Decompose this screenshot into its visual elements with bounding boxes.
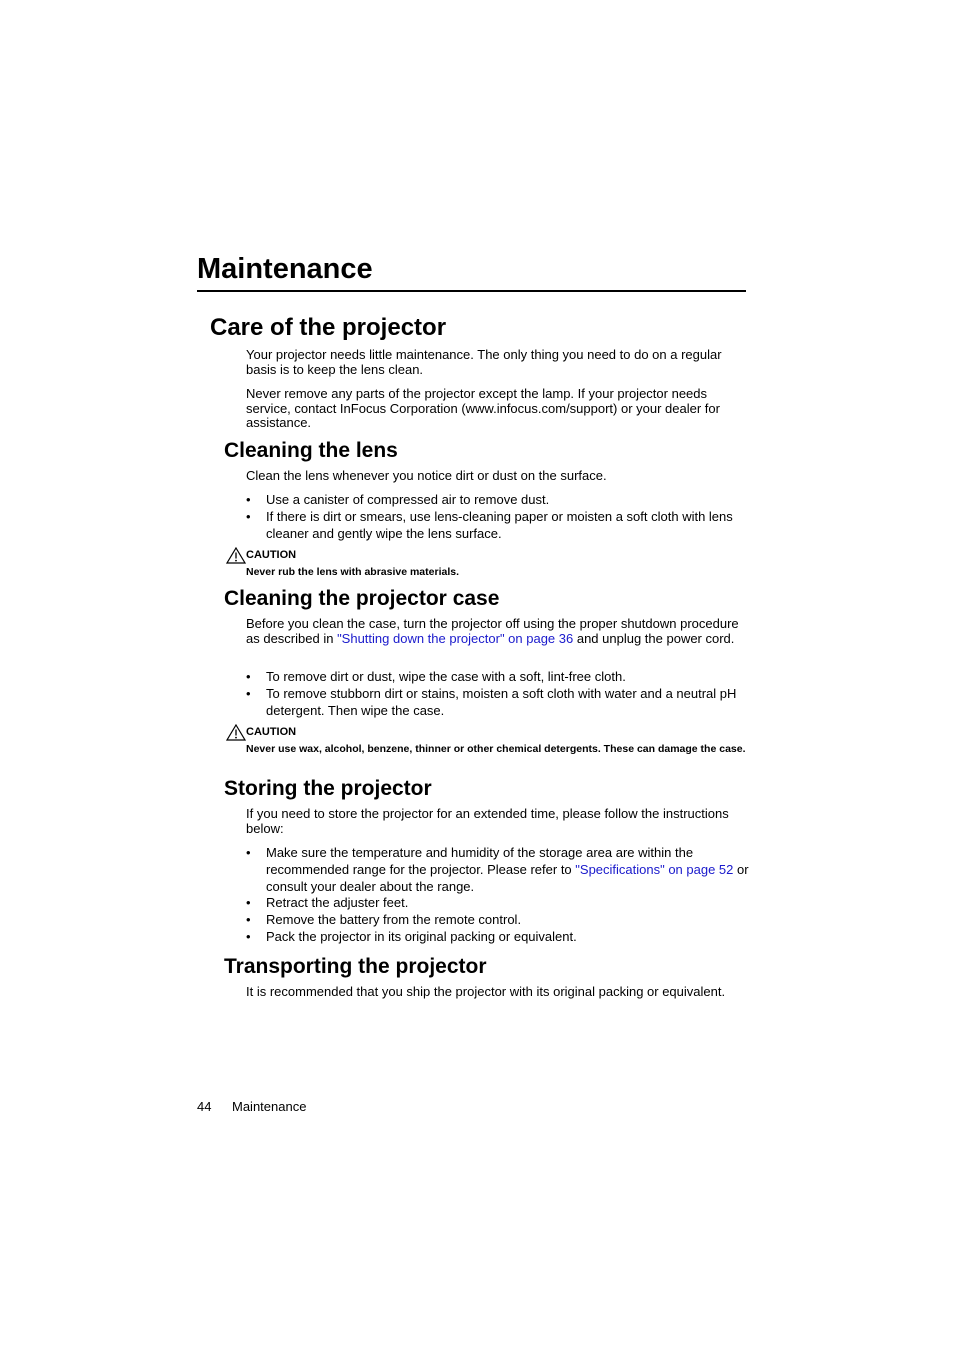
list-item-text: Retract the adjuster feet. <box>266 895 409 910</box>
heading-cleaning-case: Cleaning the projector case <box>224 587 500 610</box>
link-shutting-down[interactable]: "Shutting down the projector" on page 36 <box>337 630 574 646</box>
list-item-text: Use a canister of compressed air to remove dust. <box>266 492 550 507</box>
bullet-glyph: • <box>246 845 251 860</box>
list-item-text: Pack the projector in its original packing or equivalent. <box>266 929 577 944</box>
list-item <box>246 928 751 945</box>
list-item <box>246 685 751 719</box>
section-heading-care: Care of the projector <box>210 314 447 341</box>
list-item <box>246 911 751 928</box>
list-item <box>246 668 751 685</box>
bullet-text-end: or consult your dealer about the range. <box>266 862 749 894</box>
heading-transporting: Transporting the projector <box>224 955 487 978</box>
warning-triangle-icon <box>226 547 246 564</box>
caution-text: Never rub the lens with abrasive materials. <box>246 566 460 578</box>
case-intro <box>246 617 751 646</box>
storing-intro: If you need to store the projector for an extended time, please follow the instructions below: <box>246 806 729 836</box>
list-item-text: If there is dirt or smears, use lens-cleaning paper or moisten a soft cloth with lens cleaner and gently wipe the lens surface. <box>266 509 733 541</box>
bullet-glyph: • <box>246 895 251 910</box>
caution-text: Never use wax, alcohol, benzene, thinner or other chemical detergents. These can damage the case. <box>246 743 746 755</box>
list-item-text <box>266 844 751 895</box>
list-item <box>246 844 751 895</box>
list-item <box>246 491 751 508</box>
list-item-text: To remove stubborn dirt or stains, moisten a soft cloth with water and a neutral pH detergent. Then wipe the case. <box>266 686 737 718</box>
heading-storing: Storing the projector <box>224 777 432 800</box>
case-intro-text-end: and unplug the power cord. <box>573 630 735 646</box>
page-number: 44 <box>197 1099 212 1114</box>
caution-label: CAUTION <box>246 726 297 738</box>
bullet-glyph: • <box>246 686 251 701</box>
bullet-glyph: • <box>246 669 251 684</box>
warning-triangle-icon <box>226 724 246 741</box>
care-paragraph-2: Never remove any parts of the projector except the lamp. If your projector needs service, contact InFocus Corporation (www.infocus.com/support) or your dealer for assistance. <box>246 386 720 431</box>
lens-intro: Clean the lens whenever you notice dirt or dust on the surface. <box>246 468 607 483</box>
caution-label: CAUTION <box>246 549 297 561</box>
bullet-glyph: • <box>246 912 251 927</box>
page-title: Maintenance <box>197 253 373 285</box>
transport-intro: It is recommended that you ship the projector with its original packing or equivalent. <box>246 984 726 999</box>
bullet-text: Make sure the temperature and humidity of the storage area are within the recommended range for the projector. Please refer to <box>266 845 694 877</box>
list-item-text: Remove the battery from the remote control. <box>266 912 522 927</box>
care-paragraph-1: Your projector needs little maintenance. The only thing you need to do on a regular basis is to keep the lens clean. <box>246 347 722 377</box>
heading-cleaning-lens: Cleaning the lens <box>224 439 398 462</box>
bullet-glyph: • <box>246 509 251 524</box>
link-specifications[interactable]: "Specifications" on page 52 <box>575 862 734 877</box>
bullet-glyph: • <box>246 929 251 944</box>
list-item-text: To remove dirt or dust, wipe the case with a soft, lint-free cloth. <box>266 669 626 684</box>
footer-section-name: Maintenance <box>232 1099 307 1114</box>
list-item <box>246 508 751 542</box>
case-intro-text: Before you clean the case, turn the projector off using the proper shutdown procedure as described in <box>246 616 739 646</box>
list-item <box>246 894 751 911</box>
bullet-glyph: • <box>246 492 251 507</box>
title-rule <box>197 290 746 292</box>
